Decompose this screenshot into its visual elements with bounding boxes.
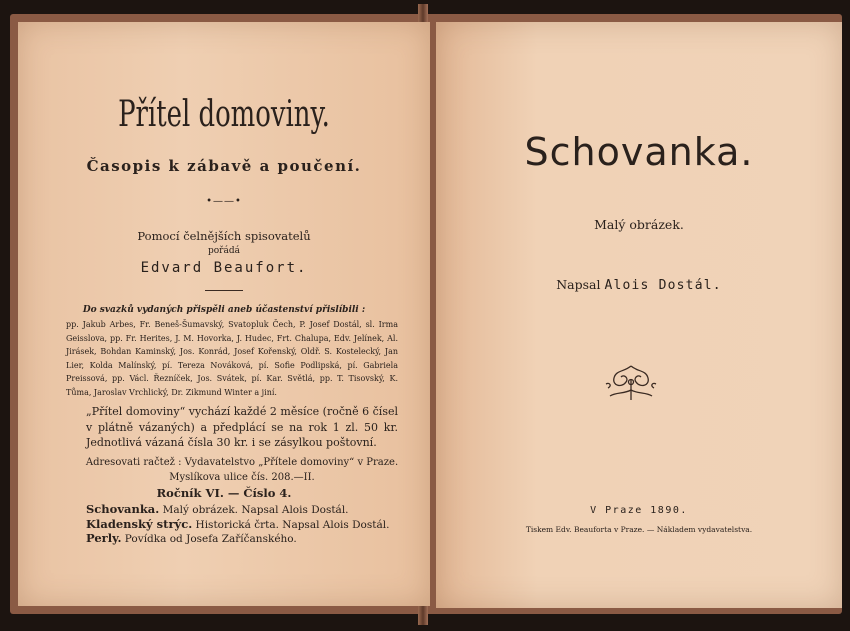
- divider-ornament: •——•: [206, 196, 242, 207]
- left-page-content: [18, 0, 430, 631]
- right-page: [436, 22, 842, 608]
- subscription-notice: „Přítel domoviny“ vychází každé 2 měsíce (ročně 6 čísel v plátně vázaných) a předplácí se na rok 1 zl. 50 kr. Jednotlivá vázaná čísla 30 kr. i se zásylkou poštovní.: [86, 405, 398, 449]
- contents-item-title: Perly.: [86, 531, 122, 545]
- publisher-address: Adresovati račtež : Vydavatelstvo „Přítele domoviny“ v Praze. Myslíkova ulice čís. 208.—II.: [85, 457, 399, 483]
- contents-item-title: Kladenský strýc.: [86, 516, 193, 531]
- contents-item-title: Schovanka.: [86, 502, 160, 516]
- arranges-line: pořádá: [208, 246, 240, 256]
- book-title: Schovanka.: [524, 130, 754, 174]
- magazine-title: Přítel domoviny.: [118, 94, 330, 135]
- contents-item-desc: Povídka od Josefa Zaříčanského.: [124, 533, 297, 545]
- short-rule: [205, 290, 243, 291]
- place-year: V Praze 1890.: [590, 505, 688, 516]
- contributors-heading: Do svazků vydaných přispěli aneb účastenství přislíbili :: [82, 305, 366, 315]
- contents-list: [86, 503, 416, 547]
- contents-item-desc: Historická črta. Napsal Alois Dostál.: [195, 518, 390, 531]
- contents-item: [86, 532, 416, 547]
- contributors-list: pp. Jakub Arbes, Fr. Beneš-Šumavský, Svatopluk Čech, P. Josef Dostál, sl. Irma Geisslova, pp. Fr. Herites, J. M. Hovorka, J. Hudec, Frt. Chalupa, Edv. Jelínek, Al. Jirásek, Bohdan Kaminský, Jos. Konrád, Josef Kořenský, Oldř. S. Kostelecký, Jan Lier, Kolda Malínský, pí. Tereza Nováková, pí. Sofie Podlipská, pí. Gabriela Preissová, pp. Václ. Řezníček, Jos. Svátek, pí. Kar. Světlá, pp. T. Tisovský, K. Tůma, Jaroslav Vrchlický, Dr. Zikmund Winter a jiní.: [66, 320, 398, 397]
- with-help-line: Pomocí čelnějších spisovatelů: [137, 229, 311, 243]
- floral-ornament-icon: [596, 360, 666, 406]
- author-line: [436, 277, 842, 293]
- issue-number: Ročník VI. — Číslo 4.: [156, 486, 292, 500]
- printer-line: Tiskem Edv. Beauforta v Praze. — Nákladem vydavatelstva.: [525, 525, 753, 534]
- author-name: Alois Dostál.: [604, 278, 722, 293]
- contents-item-desc: Malý obrázek. Napsal Alois Dostál.: [162, 504, 349, 516]
- contents-item: [86, 518, 416, 533]
- contents-item: [86, 503, 416, 518]
- author-prefix: Napsal: [556, 277, 601, 292]
- editor-name: Edvard Beaufort.: [140, 260, 308, 276]
- book-subtitle: Malý obrázek.: [594, 217, 684, 232]
- magazine-subtitle: Časopis k zábavě a poučení.: [86, 157, 362, 175]
